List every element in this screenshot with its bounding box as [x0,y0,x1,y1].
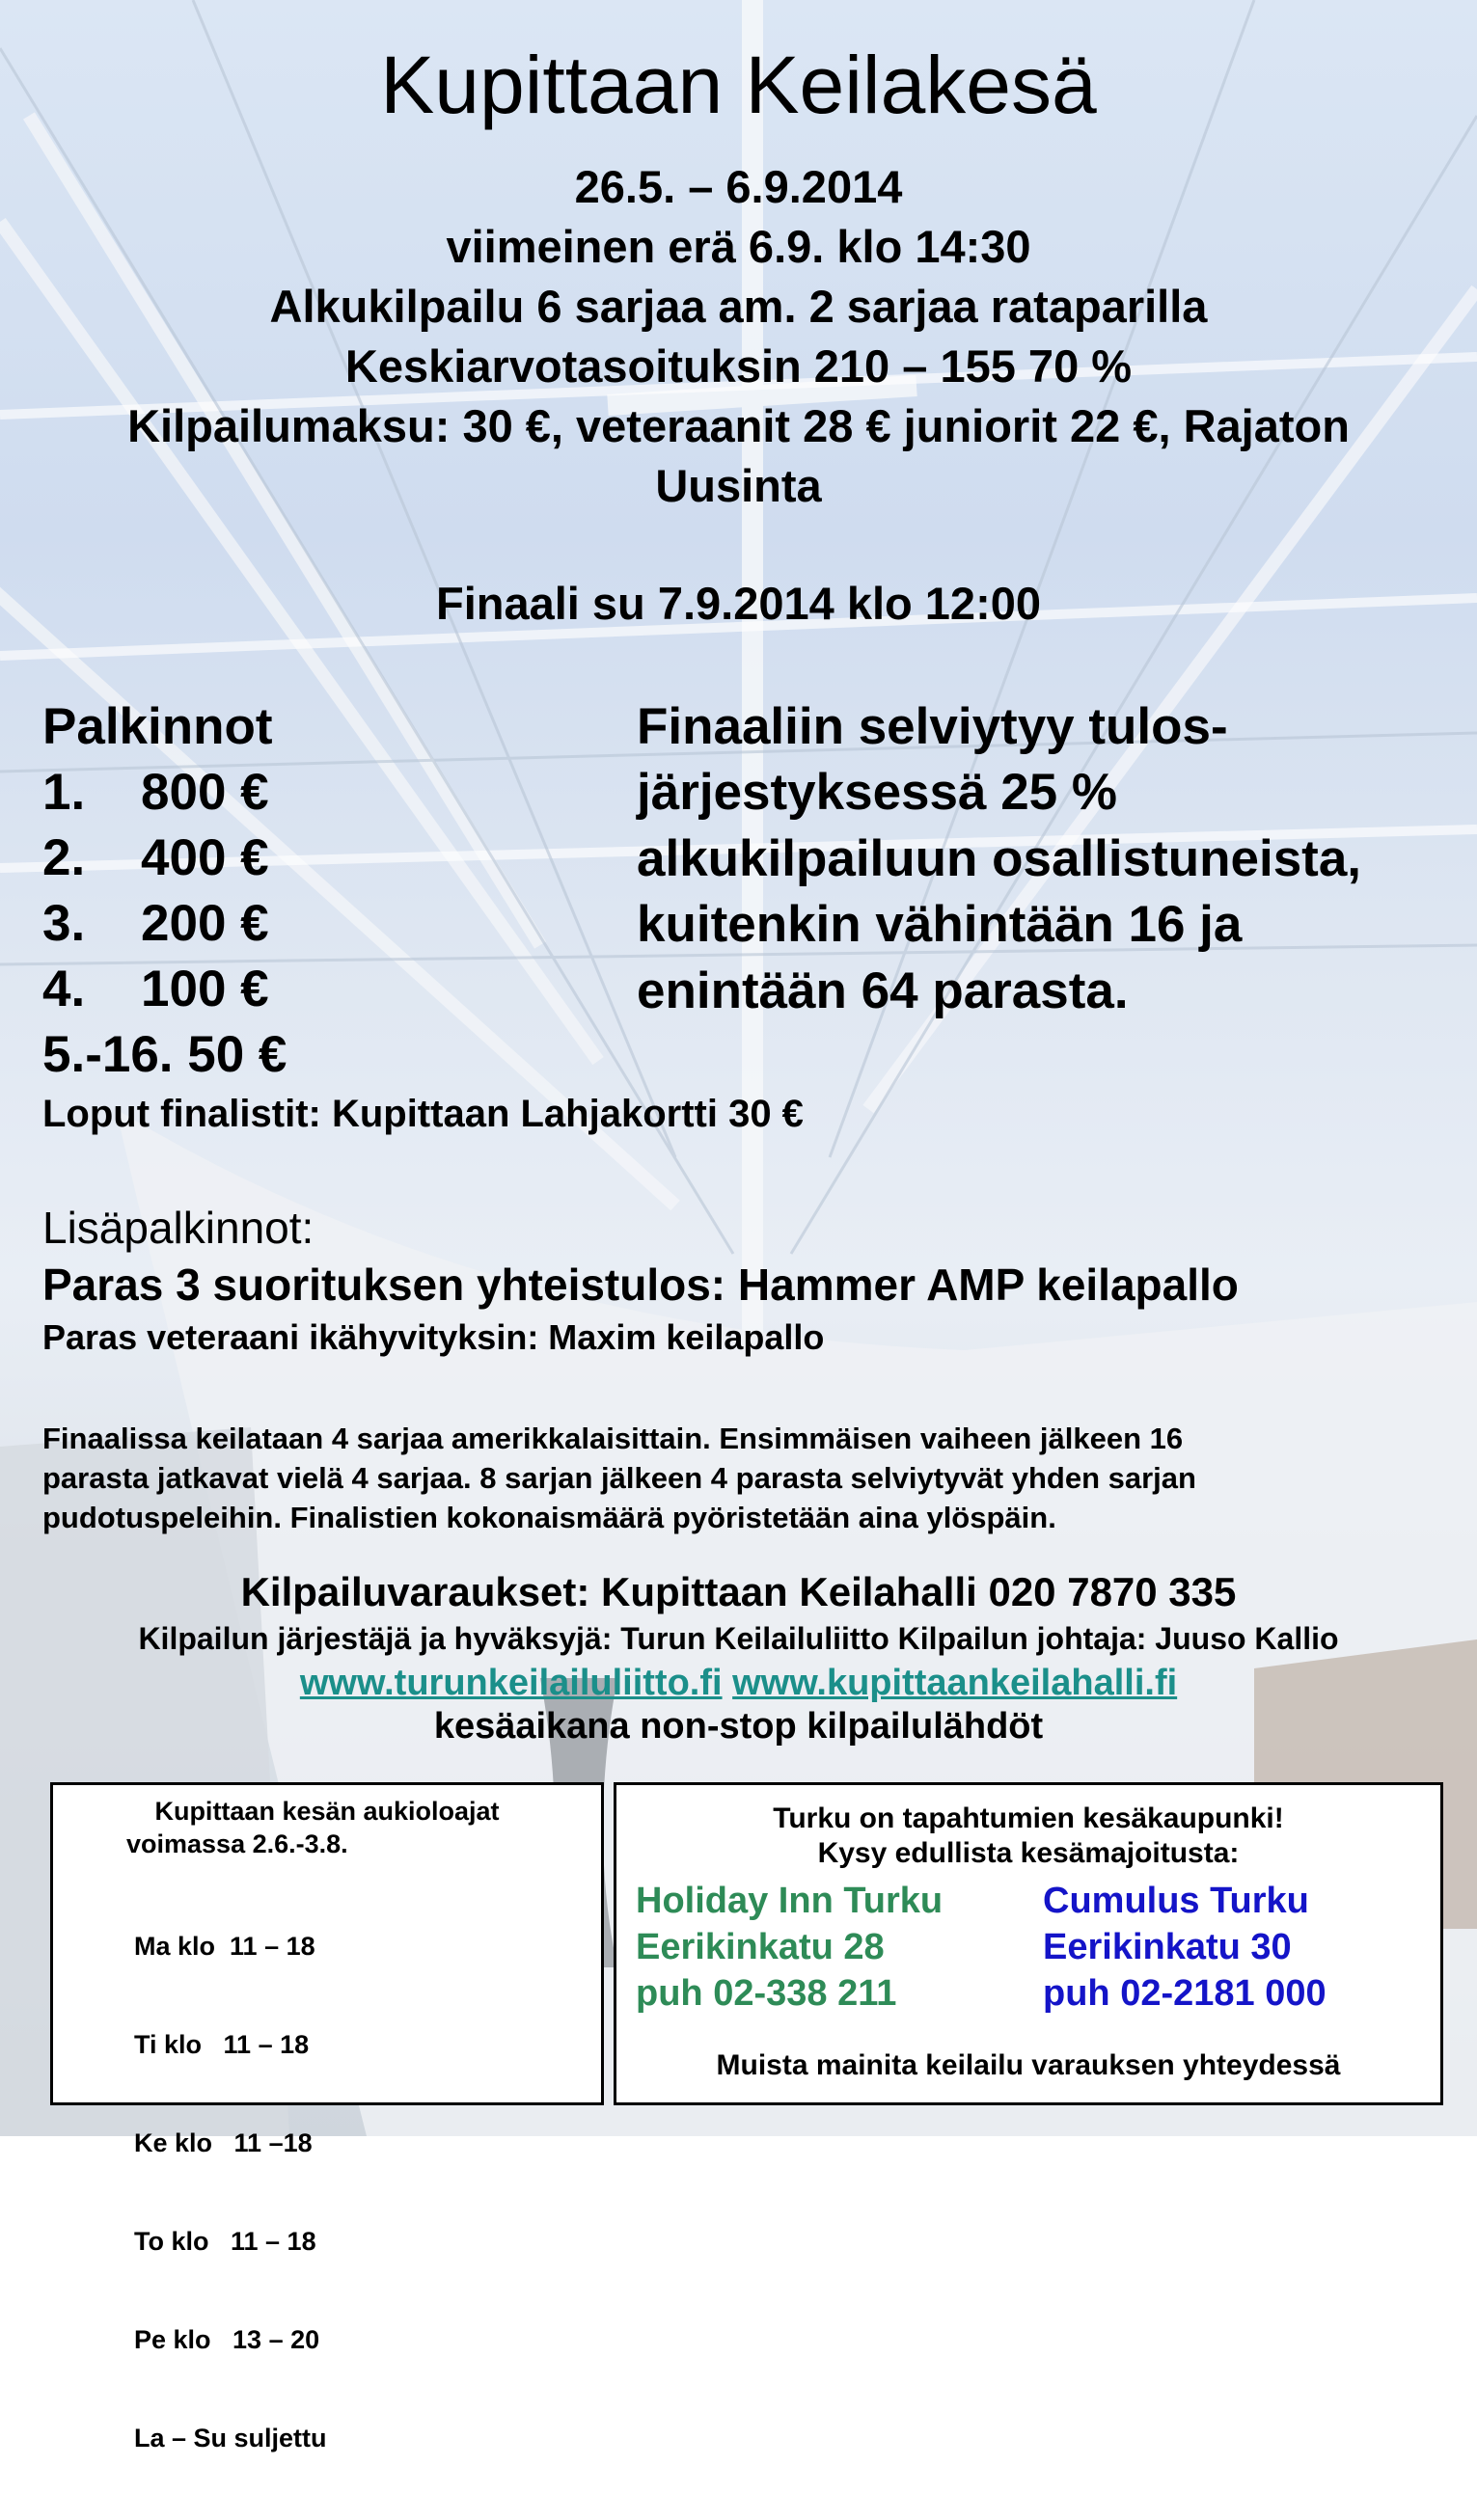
booking-reminder: Muista mainita keilailu varauksen yhteydessä [716,2049,1341,2081]
opening-hours-row: Pe klo 13 – 20 [134,2325,320,2354]
hotel-holiday-inn [636,1878,943,2017]
prize-rank: 1. [42,764,86,821]
final-format-line: parasta jatkavat vielä 4 sarjaa. 8 sarjan jälkeen 4 parasta selviytyvät yhden sarjan [42,1461,1196,1495]
hotel-cumulus [1043,1878,1327,2017]
finals-info-line: alkukilpailuun osallistuneista, [637,829,1362,887]
prize-amount: 800 € [141,764,269,821]
finals-info-line: kuitenkin vähintään 16 ja [637,896,1243,954]
prize-row [42,891,621,957]
opening-hours-box [50,1782,604,2452]
qualifier-format: Alkukilpailu 6 sarjaa am. 2 sarjaa rataparilla [269,281,1208,332]
nonstop-note: kesäaikana non-stop kilpailulähdöt [433,1706,1044,1747]
finals-info-line: järjestyksessä 25 % [637,764,1118,822]
accommodation-prompt: Kysy edullista kesämajoitusta: [817,1837,1240,1869]
hotel-address: Eerikinkatu 28 [636,1927,885,1967]
accommodation-box [614,1782,1443,2105]
last-round-time: viimeinen erä 6.9. klo 14:30 [446,221,1031,272]
prize-rank: 2. [42,829,86,886]
opening-hours-list [134,1864,327,2520]
prize-range-line: 5.-16. 50 € [42,1026,287,1083]
prize-row [42,760,621,826]
prize-rank: 3. [42,895,86,952]
hotel-phone: puh 02-338 211 [636,1973,897,2014]
kupittaan-keilahalli-link[interactable]: www.kupittaankeilahalli.fi [732,1663,1178,1703]
hotel-address: Eerikinkatu 30 [1043,1927,1292,1967]
finals-info-line: enintään 64 parasta. [637,962,1129,1019]
opening-hours-row: Ke klo 11 –18 [134,2128,313,2157]
extra-prize-best3: Paras 3 suorituksen yhteistulos: Hammer AMP keilapallo [42,1260,1239,1310]
prize-row [42,826,621,891]
opening-hours-title: Kupittaan kesän aukioloajat [154,1797,500,1826]
turun-keilailuliitto-link[interactable]: www.turunkeilailuliitto.fi [299,1663,723,1703]
entry-fee-line-2: Uusinta [655,460,822,511]
prize-row [42,957,621,1022]
final-format-line: pudotuspeleihin. Finalistien kokonaismäärä pyöristetään aina ylöspäin. [42,1501,1056,1534]
opening-hours-valid: voimassa 2.6.-3.8. [126,1829,348,1858]
entry-fee-line-1: Kilpailumaksu: 30 €, veteraanit 28 € juniorit 22 €, Rajaton [127,400,1350,451]
reservations-contact: Kilpailuvaraukset: Kupittaan Keilahalli 020 7870 335 [240,1569,1237,1614]
hotel-name: Cumulus Turku [1043,1881,1309,1921]
event-dates: 26.5. – 6.9.2014 [574,161,903,212]
hotel-phone: puh 02-2181 000 [1043,1973,1327,2014]
opening-hours-row: Ma klo 11 – 18 [134,1932,315,1961]
opening-hours-row: To klo 11 – 18 [134,2227,316,2256]
final-format-line: Finaalissa keilataan 4 sarjaa amerikkalaisittain. Ensimmäisen vaiheen jälkeen 16 [42,1422,1184,1455]
extra-prizes-heading: Lisäpalkinnot: [42,1203,315,1253]
prize-rank: 4. [42,961,86,1017]
handicap-info: Keskiarvotasoituksin 210 – 155 70 % [344,340,1133,392]
final-format-text [42,1419,1470,1537]
rest-finalists-prize: Loput finalistit: Kupittaan Lahjakortti 30 € [42,1093,804,1135]
finals-qualification [637,694,1466,1024]
opening-hours-row: Ti klo 11 – 18 [134,2030,310,2059]
prizes-heading: Palkinnot [42,698,273,755]
hotel-name: Holiday Inn Turku [636,1881,944,1921]
final-date: Finaali su 7.9.2014 klo 12:00 [435,578,1042,629]
finals-info-line: Finaaliin selviytyy tulos- [637,698,1228,755]
summer-city-line: Turku on tapahtumien kesäkaupunki! [773,1802,1284,1834]
links-row [0,1661,1477,1705]
opening-hours-row: La – Su suljettu [134,2424,327,2452]
prize-amount: 100 € [141,961,269,1017]
extra-prize-veteran: Paras veteraani ikähyvityksin: Maxim keilapallo [42,1317,825,1357]
prize-amount: 200 € [141,895,269,952]
organizer-info: Kilpailun järjestäjä ja hyväksyjä: Turun Keilailuliitto Kilpailun johtaja: Juuso Kallio [138,1621,1339,1656]
page-title: Kupittaan Keilakesä [380,40,1097,130]
prize-amount: 400 € [141,829,269,886]
prizes-section [42,694,621,1088]
